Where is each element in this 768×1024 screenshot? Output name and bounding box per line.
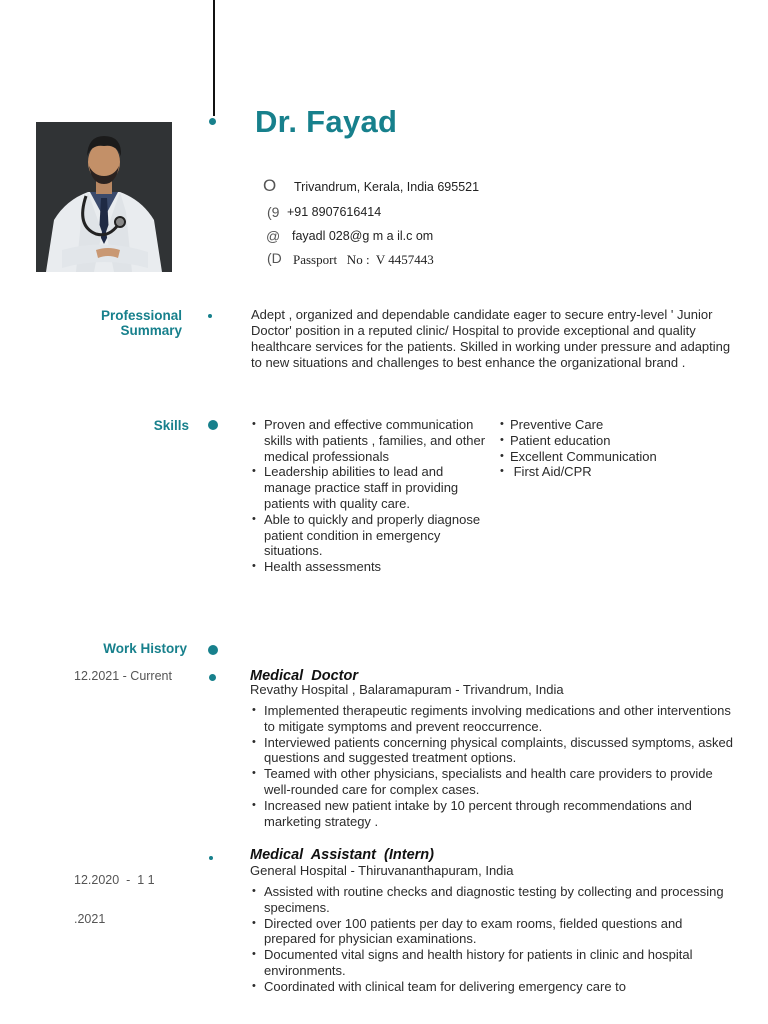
list-item: • Directed over 100 patients per day to exam rooms, fielded questions and prepared for physician examinations. <box>250 916 736 948</box>
timeline-line <box>213 0 215 116</box>
job-title: Medical Assistant (Intern) <box>250 847 434 863</box>
skills-list-left <box>250 417 492 575</box>
list-item: • Coordinated with clinical team for delivering emergency care to <box>250 979 736 995</box>
section-label-work-history: Work History <box>103 641 187 656</box>
passport-icon: (D <box>267 250 282 266</box>
section-label-summary <box>60 308 182 338</box>
job-date-line2: .2021 <box>74 912 106 926</box>
list-item: • Leadership abilities to lead and manage practice staff in providing patients with quality care. <box>250 464 492 511</box>
job-date: 12.2021 - Current <box>74 669 172 683</box>
contact-address: Trivandrum, Kerala, India 695521 <box>294 180 480 194</box>
contact-phone[interactable]: +91 8907616414 <box>287 205 382 219</box>
job-title: Medical Doctor <box>250 668 358 684</box>
job-duties <box>250 703 736 829</box>
job-date <box>74 848 155 939</box>
job-dot <box>209 856 213 860</box>
skills-list-right <box>500 417 730 480</box>
summary-label-line1: Professional <box>100 308 182 323</box>
email-icon: @ <box>266 228 281 244</box>
job-dot <box>209 674 216 681</box>
list-item: • Assisted with routine checks and diagnostic testing by collecting and processing specimens. <box>250 884 736 916</box>
work-history-dot <box>208 645 218 655</box>
candidate-name: Dr. Fayad <box>255 104 398 139</box>
list-item: • Teamed with other physicians, specialists and health care providers to provide well-rounded care for complex cases. <box>250 766 736 798</box>
job-organization: Revathy Hospital , Balaramapuram - Trivandrum, India <box>250 682 564 697</box>
job-duties <box>250 884 736 995</box>
list-item: • Increased new patient intake by 10 percent through recommendations and marketing strategy . <box>250 798 736 830</box>
contact-passport: Passport No : V 4457443 <box>293 252 434 267</box>
skills-dot <box>208 420 218 430</box>
profile-photo <box>36 122 172 272</box>
list-item: • Proven and effective communication skills with patients , families, and other medical professionals <box>250 417 492 464</box>
list-item: • Patient education <box>500 433 730 449</box>
summary-text: Adept , organized and dependable candidate eager to secure entry-level ' Junior Doctor' position in a reputed clinic/ Hospital to provide exceptional and quality healthcare services for the patients. Skilled in working under pressure and adapting to new situations and challenges to best enhance the organizational brand . <box>251 307 731 370</box>
list-item: • Documented vital signs and health history for patients in clinic and hospital environments. <box>250 947 736 979</box>
list-item: • Health assessments <box>250 559 492 575</box>
timeline-dot <box>209 118 216 125</box>
contact-email[interactable]: fayadl 028@g m a il.c om <box>292 229 434 243</box>
list-item: • Excellent Communication <box>500 449 730 465</box>
job-organization: General Hospital - Thiruvananthapuram, India <box>250 863 514 878</box>
summary-dot <box>208 314 212 318</box>
summary-label-line2: Summary <box>120 323 182 338</box>
list-item: • Able to quickly and properly diagnose patient condition in emergency situations. <box>250 512 492 559</box>
list-item: • Preventive Care <box>500 417 730 433</box>
list-item: • Implemented therapeutic regiments involving medications and other interventions to mitigate symptoms and prevent reoccurrence. <box>250 703 736 735</box>
job-date-line1: 12.2020 - 1 1 <box>74 873 155 887</box>
list-item: • First Aid/CPR <box>500 464 730 480</box>
list-item: • Interviewed patients concerning physical complaints, discussed symptoms, asked questions and suggested treatment options. <box>250 735 736 767</box>
location-icon: O <box>263 176 277 195</box>
section-label-skills: Skills <box>153 418 189 433</box>
phone-icon: (9 <box>267 204 280 220</box>
